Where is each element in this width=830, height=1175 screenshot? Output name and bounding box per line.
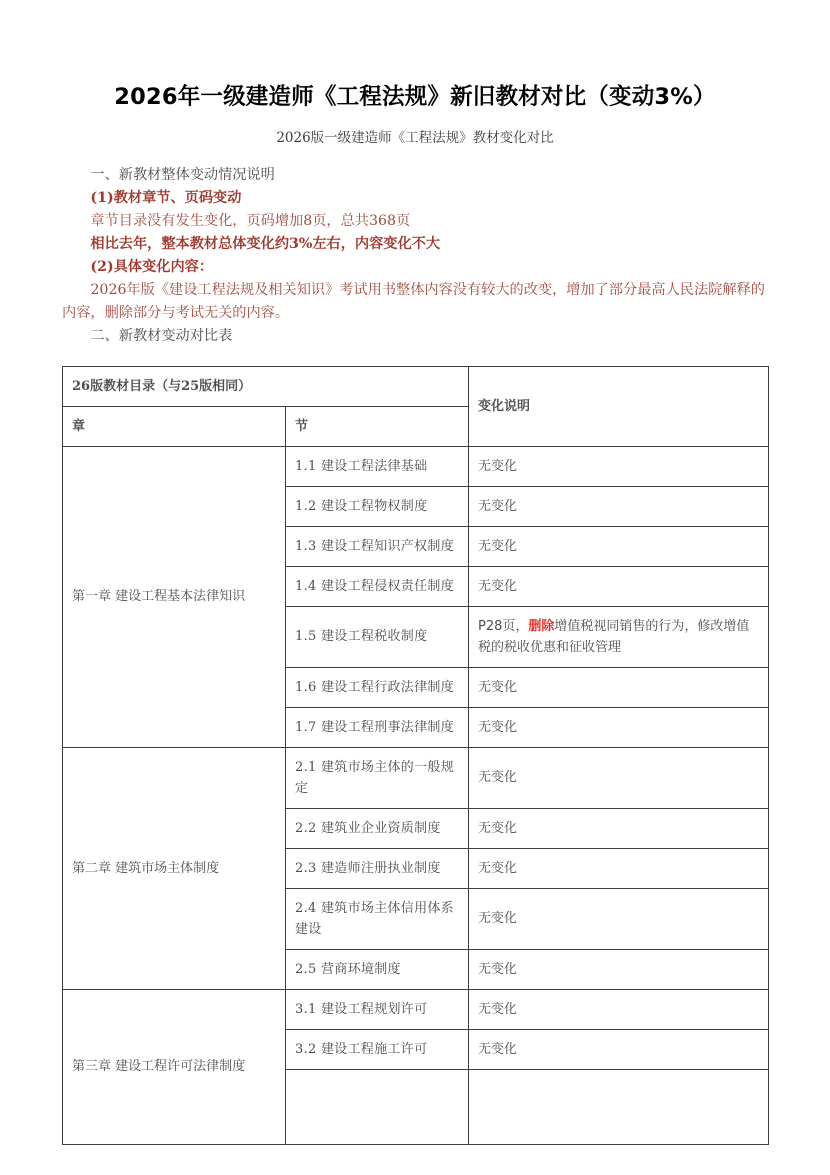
change-description-cell: 无变化 (469, 707, 769, 747)
change-description-cell: 无变化 (469, 808, 769, 848)
section-name-cell: 1.7 建设工程刑事法律制度 (286, 707, 469, 747)
change-description-cell: 无变化 (469, 566, 769, 606)
intro-section-two-heading: 二、新教材变动对比表 (90, 327, 233, 344)
change-description-cell (469, 1069, 769, 1144)
section-name-cell: 1.3 建设工程知识产权制度 (286, 526, 469, 566)
table-row (63, 747, 769, 808)
intro-section (62, 164, 768, 348)
intro-item2-heading: (2)具体变化内容： (90, 258, 214, 275)
section-name-cell: 2.1 建筑市场主体的一般规定 (286, 747, 469, 808)
section-name-cell: 1.2 建设工程物权制度 (286, 486, 469, 526)
change-page-reference: P28页， (478, 618, 529, 634)
change-description-cell: 无变化 (469, 667, 769, 707)
comparison-table-body (63, 366, 769, 1144)
section-name-cell: 2.2 建筑业企业资质制度 (286, 808, 469, 848)
change-description-cell: 无变化 (469, 526, 769, 566)
section-name-cell: 1.5 建设工程税收制度 (286, 606, 469, 667)
chapter-name-cell: 第二章 建筑市场主体制度 (63, 747, 286, 989)
intro-item1-line1: 章节目录没有发生变化，页码增加8页，总共368页 (90, 212, 411, 229)
header-change-cell: 变化说明 (469, 366, 769, 446)
change-description-cell: 无变化 (469, 949, 769, 989)
page-title: 2026年一级建造师《工程法规》新旧教材对比（变动3%） (114, 84, 716, 110)
page-subtitle: 2026版一级建造师《工程法规》教材变化对比 (276, 130, 554, 146)
intro-item1-heading: (1)教材章节、页码变动 (90, 189, 242, 206)
header-section-cell: 节 (286, 406, 469, 446)
section-name-cell: 1.6 建设工程行政法律制度 (286, 667, 469, 707)
change-description-cell: 无变化 (469, 486, 769, 526)
change-description-cell (469, 606, 769, 667)
section-name-cell: 3.2 建设工程施工许可 (286, 1029, 469, 1069)
section-name-cell: 2.3 建造师注册执业制度 (286, 848, 469, 888)
section-name-cell: 2.5 营商环境制度 (286, 949, 469, 989)
chapter-name-cell: 第一章 建设工程基本法律知识 (63, 446, 286, 747)
section-name-cell: 3.1 建设工程规划许可 (286, 989, 469, 1029)
change-description-cell: 无变化 (469, 989, 769, 1029)
change-description-cell: 无变化 (469, 446, 769, 486)
section-name-cell (286, 1069, 469, 1144)
intro-section-one-heading: 一、新教材整体变动情况说明 (90, 166, 275, 183)
section-name-cell: 2.4 建筑市场主体信用体系建设 (286, 888, 469, 949)
change-description-cell: 无变化 (469, 888, 769, 949)
comparison-table (62, 366, 769, 1145)
table-row (63, 989, 769, 1029)
section-name-cell: 1.1 建设工程法律基础 (286, 446, 469, 486)
chapter-name-cell: 第三章 建设工程许可法律制度 (63, 989, 286, 1144)
change-description-cell: 无变化 (469, 747, 769, 808)
header-catalog-cell: 26版教材目录（与25版相同） (63, 366, 469, 406)
intro-item1-line2: 相比去年，整本教材总体变化约3%左右，内容变化不大 (90, 235, 441, 252)
change-detail-text: 增值税视同销售的行为，修改增值税的税收优惠和征收管理 (478, 618, 750, 655)
table-row (63, 446, 769, 486)
change-delete-marker: 删除 (528, 618, 555, 634)
change-description-cell: 无变化 (469, 848, 769, 888)
header-chapter-cell: 章 (63, 406, 286, 446)
intro-item2-body: 2026年版《建设工程法规及相关知识》考试用书整体内容没有较大的改变，增加了部分最高人民法院解释的内容，删除部分与考试无关的内容。 (62, 281, 765, 321)
change-description-cell: 无变化 (469, 1029, 769, 1069)
table-header-row-top (63, 366, 769, 406)
section-name-cell: 1.4 建设工程侵权责任制度 (286, 566, 469, 606)
